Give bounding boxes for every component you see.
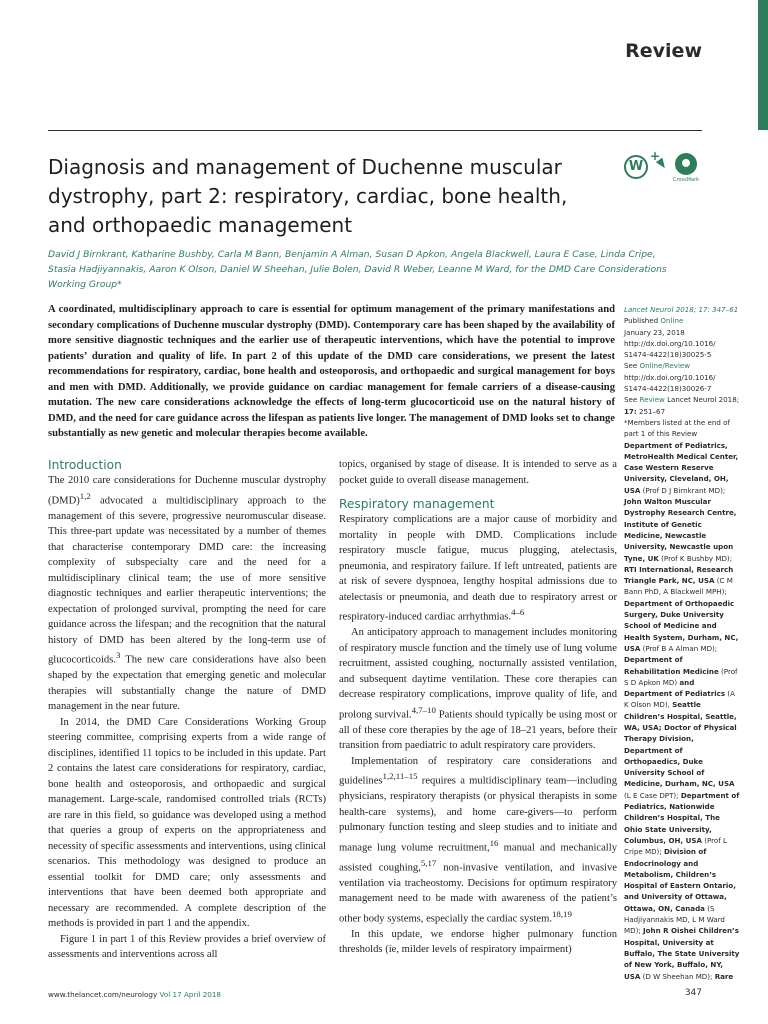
journal-reference: Lancet Neurol 2018; 17: 347–61 bbox=[624, 305, 739, 314]
author-list bbox=[48, 247, 667, 292]
article-sidebar bbox=[624, 304, 740, 981]
open-access-icon[interactable]: W bbox=[624, 155, 648, 179]
review-ref-volume: 17: bbox=[624, 406, 637, 416]
affiliation: Department of Orthopaedic Surgery, Duke University School of Medicine and Health System, Durham, NC, USA (Prof B A Alman MD); bbox=[624, 598, 739, 653]
abstract: A coordinated, multidisciplinary approach to care is essential for optimum management of the primary manifestations and secondary complications of Duchenne muscular dystrophy (DMD). Contemporary care has been shaped by the availability of more sensitive diagnostic techniques and the earlier use of therapeutic interventions, which have the potential to improve patients’ duration and quality of life. In part 2 of this update of the DMD care considerations, we present the latest recommendations for respiratory, cardiac, bone health and osteoporosis, and orthopaedic and surgical management for boys and men with DMD. Additionally, we provide guidance on cardiac management for female carriers of a disease-causing mutation. The new care considerations acknowledge the effects of long-term glucocorticoid use on the natural history of DMD, and the need for care guidance across the lifespan as patients live longer. The management of DMD looks set to change substantially as new genetic and molecular therapies become available. bbox=[48, 304, 615, 439]
page-number: 347 bbox=[684, 988, 702, 998]
published-online-link[interactable]: Online bbox=[660, 316, 684, 326]
affiliation: John R Oishei Children’s Hospital, University at Buffalo, The State University of New York, Buffalo, NY, USA (D W Sheehan MD); bbox=[624, 926, 740, 981]
footer-url[interactable]: www.thelancet.com/neurology bbox=[48, 990, 158, 999]
affiliations bbox=[624, 440, 740, 982]
author-line[interactable]: Stasia Hadjiyannakis, Aaron K Olson, Daniel W Sheehan, Julie Bolen, David R Weber, Leanne M Ward, for the DMD Care Considerations bbox=[48, 264, 667, 275]
continuation-paragraph: topics, organised by stage of disease. It is intended to serve as a pocket guide to overall disease management. bbox=[339, 459, 617, 486]
affiliation: Rare bbox=[714, 971, 734, 981]
affiliation: Division of Endocrinology and Metabolism, Children’s Hospital of Eastern Ontario, and University of Ottawa, Ottawa, ON, Canada (S Hadjiyannakis MD, L M Ward MD); bbox=[624, 847, 736, 936]
author-line[interactable]: Working Group* bbox=[48, 279, 122, 290]
see-also-review bbox=[624, 394, 740, 417]
intro-paragraph: Figure 1 in part 1 of this Review provides a brief overview of assessments and interventions across all bbox=[48, 933, 326, 961]
doi-link[interactable]: http://dx.doi.org/10.1016/ S1474-4422(18)30026-7 bbox=[624, 372, 716, 394]
affiliation: Department of Rehabilitation Medicine (Prof S D Apkon MD) bbox=[624, 655, 738, 687]
citation[interactable]: 1,2 bbox=[79, 490, 91, 501]
citation[interactable]: 1,2,11–15 bbox=[382, 771, 418, 782]
doi-link[interactable]: http://dx.doi.org/10.1016/ S1474-4422(18)30025-5 bbox=[624, 338, 716, 360]
badge-group bbox=[624, 151, 704, 191]
citation[interactable]: 5,17 bbox=[420, 857, 437, 868]
article-title: Diagnosis and management of Duchenne muscular dystrophy, part 2: respiratory, cardiac, bone health, and orthopaedic management bbox=[48, 155, 568, 237]
members-note: *Members listed at the end of part 1 of this Review bbox=[624, 417, 730, 439]
respiratory-heading: Respiratory management bbox=[339, 497, 495, 511]
citation[interactable]: 3 bbox=[115, 650, 121, 661]
review-link[interactable]: Review bbox=[639, 395, 665, 405]
plus-icon: + bbox=[650, 149, 661, 163]
respiratory-paragraph: In this update, we endorse higher pulmonary function thresholds (ie, milder levels of respiratory impairment) bbox=[339, 928, 617, 956]
affiliation: Department of Pediatrics, MetroHealth Medical Center, Case Western Reserve University, Cleveland, OH, USA (Prof D J Birnkrant MD); bbox=[624, 440, 739, 495]
review-ref: Lancet Neurol 2018; bbox=[664, 395, 740, 405]
header-divider bbox=[48, 130, 702, 131]
respiratory-paragraph: Implementation of respiratory care considerations and guidelines$^{1,2,11-15}$ requires a multidisciplinary team—including physicians, respiratory therapists (or physical therapists in some health-care systems), and home care-givers—to perform pulmonary function testing and sleep studies and to initiate and manage lung volume recruitment,$^{16}$ manual and mechanically assisted coughing,$^{5,17}$ non-invasive ventilation, and invasive ventilation via tracheostomy. Decisions for optimum respiratory management need to be made with awareness of the patient’s other body systems, especially the cardiac system.$^{18,19}$ bbox=[339, 755, 618, 925]
intro-paragraph: The 2010 care considerations for Duchenne muscular dystrophy (DMD)$^{1,2}$ advocated a multidisciplinary approach to the management of this severe, progressive neuromuscular disease. This three-part update was necessitated by a number of themes that characterise contemporary DMD care: the increasing complexity of subspecialty care and the need for a multidisciplinary clinical team; the use of more sensitive diagnostic techniques and earlier therapeutic interventions; the expectation of prolonged survival, prompting the need for care guidance across the lifespan; and the recognition that the natural history of DMD has been altered by the long-term use of glucocorticoids.$^3$ The new care considerations have also been shaped by the expectation that emerging genetic and molecular therapies will substantially change the nature of DMD management in the near future. bbox=[48, 475, 326, 713]
citation[interactable]: 4–6 bbox=[511, 607, 525, 617]
journal-edge-bar bbox=[758, 0, 768, 130]
see-prefix: See bbox=[624, 361, 640, 371]
footer-date: April 2018 bbox=[183, 990, 221, 999]
body-column-left bbox=[48, 457, 326, 989]
published-line bbox=[624, 315, 740, 326]
online-review-link[interactable]: Online/Review bbox=[639, 361, 691, 371]
footer-journal-info bbox=[48, 990, 221, 999]
affiliation: and Department of Pediatrics (A K Olson MD), bbox=[624, 677, 735, 710]
see-also-online bbox=[624, 360, 740, 371]
respiratory-paragraph: An anticipatory approach to management includes monitoring of respiratory muscle function and the timely use of lung volume recruitment, assisted coughing, nocturnally assisted ventilation, and subsequent daytime ventilation. These core therapies can decrease respiratory complications, improve quality of life, and prolong survival.$^{4,7-10}$ Patients should typically be using most or all of these core therapies by the age of 18–21 years, before their transition from paediatric to adult respiratory care providers. bbox=[339, 627, 617, 752]
crossmark-label: CrossMark bbox=[673, 177, 700, 183]
author-line[interactable]: David J Birnkrant, Katharine Bushby, Carla M Bann, Benjamin A Alman, Susan D Apkon, Angela Blackwell, Laura E Case, Linda Cripe, bbox=[48, 249, 656, 260]
see-prefix: See bbox=[624, 395, 640, 405]
intro-paragraph: In 2014, the DMD Care Considerations Working Group steering committee, comprising experts from a wide range of disciplines, identified 11 topics to be included in this update. Part 2 contains the latest care considerations for respiratory, cardiac, bone health and osteoporosis, and orthopaedic and surgical management. Large-scale, randomised controlled trials (RCTs) are rare in this field, so guidance was developed using a method that queries a group of experts on the appropriateness and necessity of specific assessments and interventions, using clinical scenarios. This methodology was designed to produce an essential toolkit for DMD care; only assessments and interventions that have been deemed both appropriate and necessary are recommended. A complete description of the methods is provided in part 1 and the appendix. bbox=[48, 716, 326, 930]
crossmark-icon[interactable] bbox=[675, 153, 697, 175]
published-date: January 23, 2018 bbox=[624, 327, 685, 337]
affiliation: Seattle Children’s Hospital, Seattle, WA, USA; Doctor of Physical Therapy Division, Department of Orthopaedics, Duke University School of Medicine, Durham, NC, USA (L E Case DPT); bbox=[624, 700, 737, 800]
citation[interactable]: 4,7–10 bbox=[411, 704, 436, 715]
respiratory-paragraph: Respiratory complications are a major cause of morbidity and mortality in people with DMD. Complications include respiratory muscle fatigue, mucus plugging, atelectasis, pneumonia, and respiratory failure. If left untreated, patients are at risk of severe dyspnoea, lengthy hospital admissions due to atelectasis or pneumonia, and death due to respiratory arrest or respiratory-induced cardiac arrhythmias.$^{4-6}$ bbox=[339, 514, 617, 623]
introduction-heading: Introduction bbox=[48, 458, 122, 472]
section-label: Review bbox=[625, 40, 702, 62]
citation[interactable]: 16 bbox=[489, 837, 499, 848]
citation[interactable]: 18,19 bbox=[552, 908, 572, 919]
cursor-icon bbox=[656, 158, 668, 171]
affiliation: Department of Pediatrics, Nationwide Children’s Hospital, The Ohio State University, Columbus, OH, USA (Prof L Cripe MD); bbox=[624, 790, 740, 857]
published-prefix: Published bbox=[624, 316, 661, 326]
footer-volume: Vol 17 bbox=[159, 990, 182, 999]
affiliation: John Walton Muscular Dystrophy Research Centre, Institute of Genetic Medicine, Newcastle University, Newcastle upon Tyne, UK (Prof K Bushby MD); bbox=[624, 497, 737, 563]
review-ref-pages: 251–67 bbox=[636, 406, 666, 416]
body-column-right bbox=[339, 457, 617, 989]
affiliation: RTI International, Research Triangle Park, NC, USA (C M Bann PhD, A Blackwell MPH); bbox=[624, 564, 734, 597]
